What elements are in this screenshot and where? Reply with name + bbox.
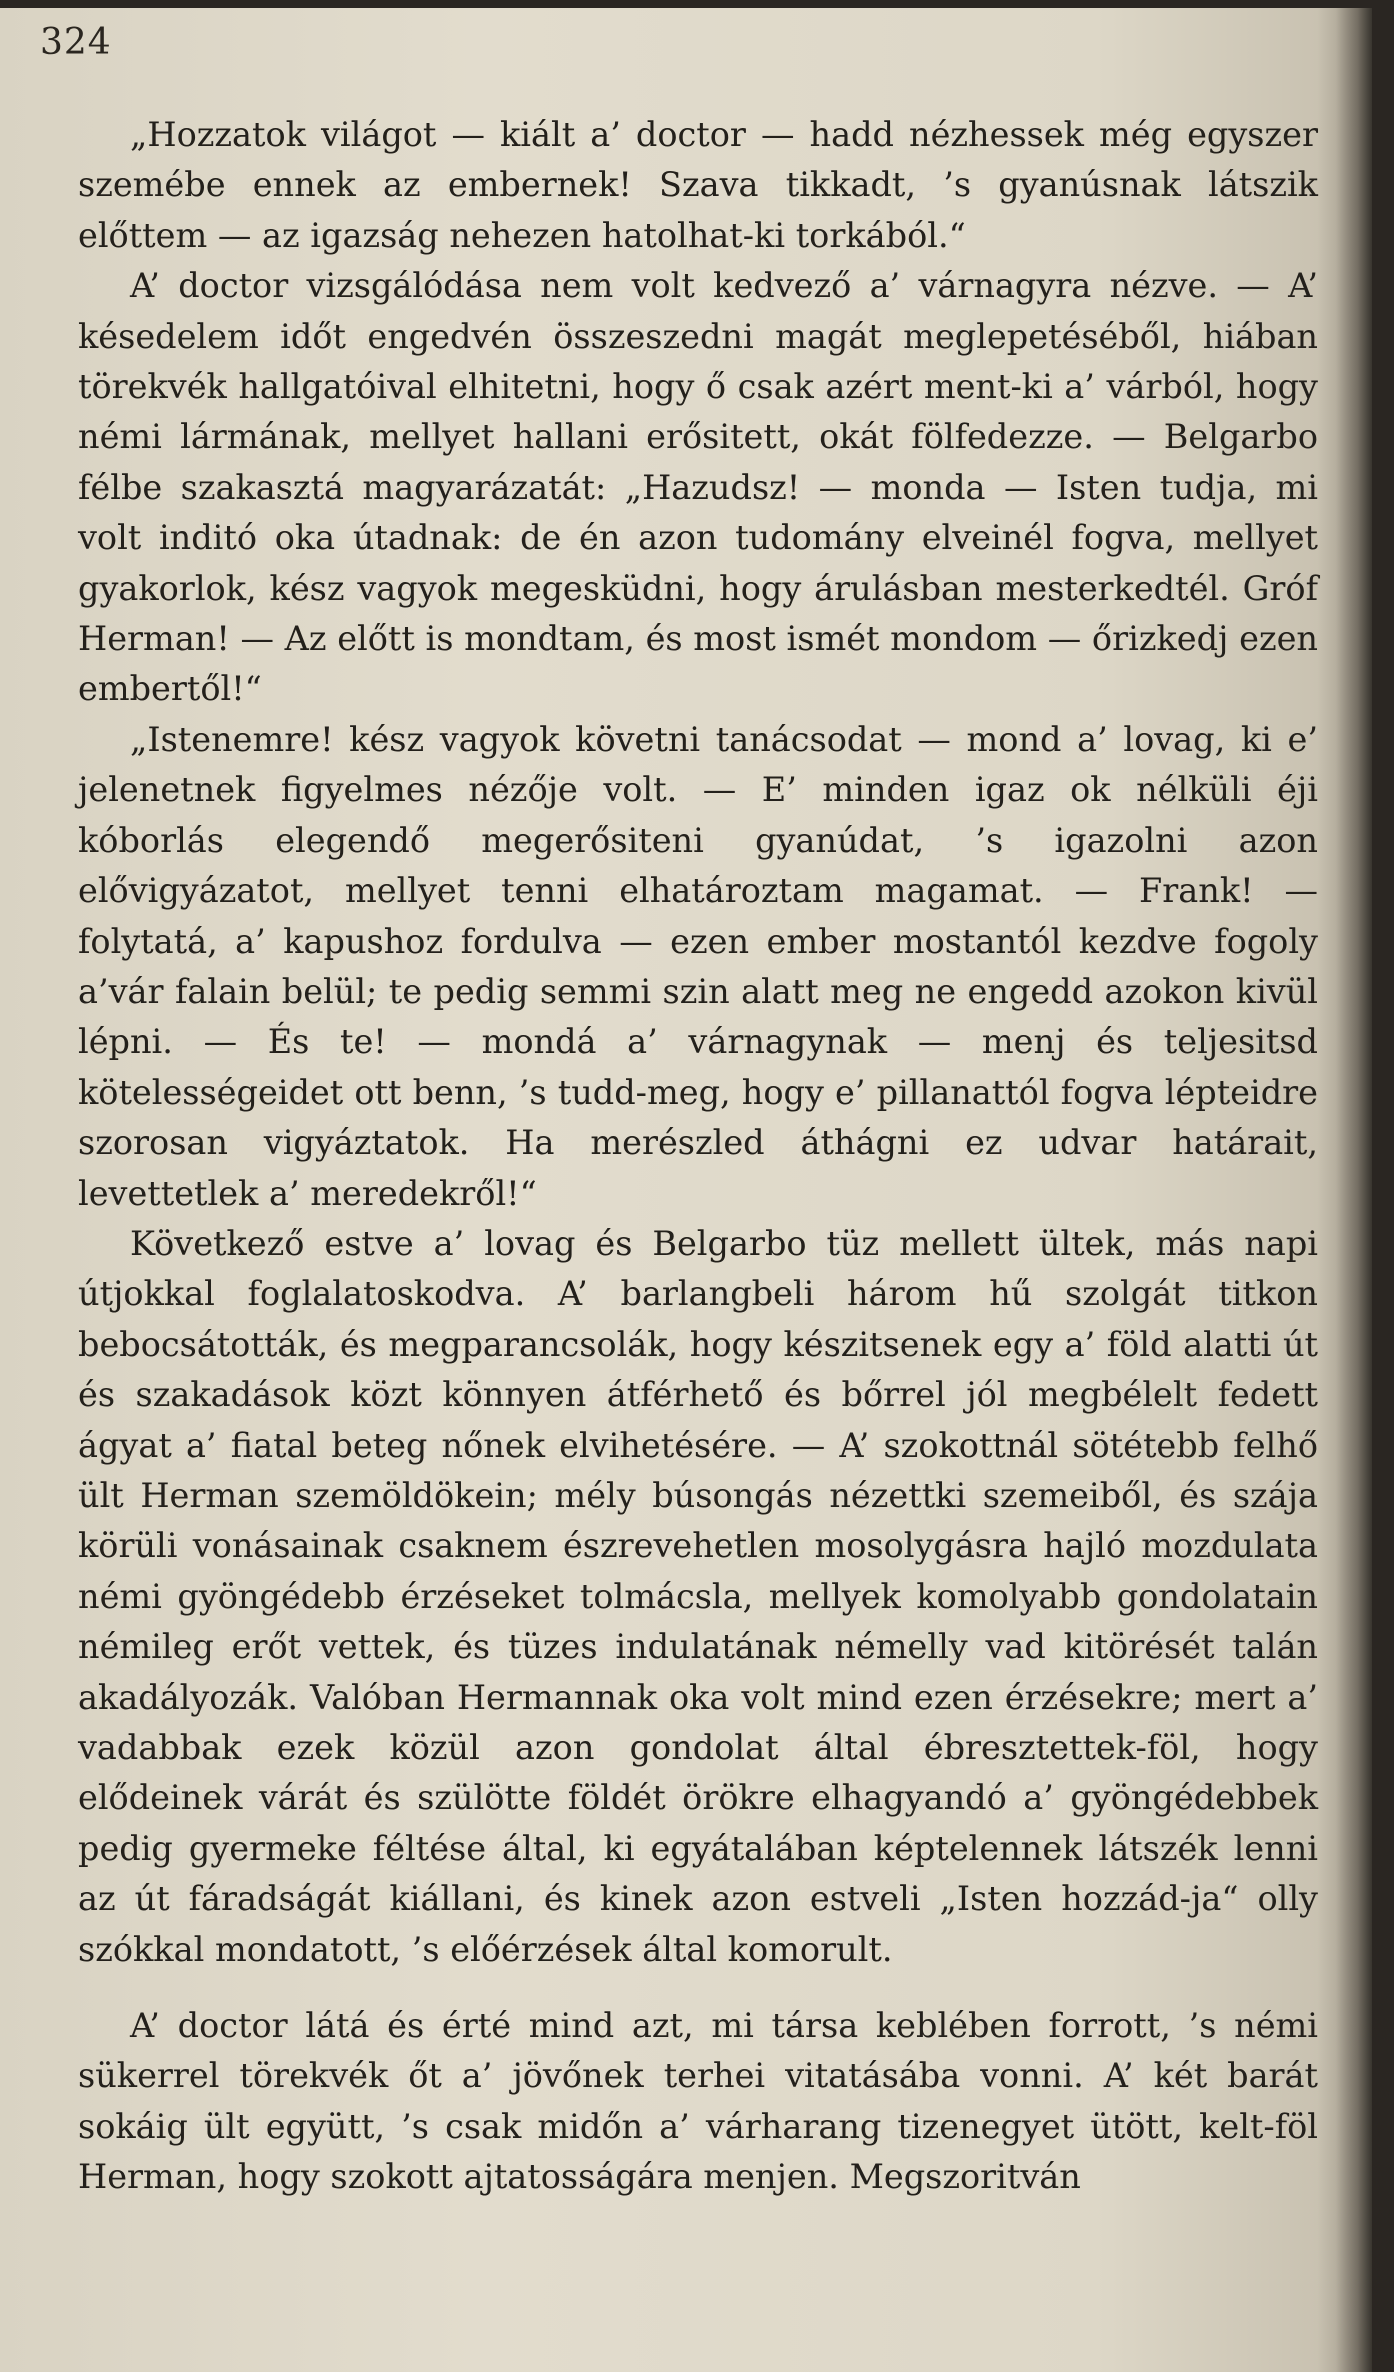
paragraph-4: Következő estve a’ lovag és Belgarbo tüz mellett ültek, más napi útjokkal foglalatoskodva. A’ barlangbeli három hű szolgát titkon bebocsátották, és megparancsolák, hogy készitsenek egy a’ föld alatti út és szakadások közt könnyen átférhető és bőrrel jól megbélelt fedett ágyat a’ fiatal beteg nőnek elvihetésére. — A’ szokottnál sötétebb felhő ült Herman szemöldökein; mély búsongás nézettki szemeiből, és szája körüli vonásainak csaknem észrevehetlen mosolygásra hajló mozdulata némi gyöngédebb érzéseket tolmácsla, mellyek komolyabb gondolatain némileg erőt vettek, és tüzes indulatának némelly vad kitörését talán akadályozák. Valóban Hermannak oka volt mind ezen érzésekre; mert a’ vadabbak ezek közül azon gondolat által ébresztettek-föl, hogy elődeinek várát és szülötte földét örökre elhagyandó a’ gyöngédebbek pedig gyermeke féltése által, ki egyátalában képtelennek látszék lenni az út fáradságát kiállani, és kinek azon estveli „Isten hozzád-ja“ olly szókkal mondatott, ’s előérzések által komorult. xyxy=(78,1223,1318,1969)
paragraph-2: A’ doctor vizsgálódása nem volt kedvező a’ várnagyra nézve. — A’ késedelem időt engedvén összeszedni magát meglepetéséből, hiában törekvék hallgatóival elhitetni, hogy ő csak azért ment-ki a’ várból, hogy némi lármának, mellyet hallani erősitett, okát fölfedezze. — Belgarbo félbe szakasztá magyarázatát: „Hazudsz! — monda — Isten tudja, mi volt inditó oka útadnak: de én azon tudomány elveinél fogva, mellyet gyakorlok, kész vagyok megesküdni, hogy árulásban mesterkedtél. Gróf Herman! — Az előtt is mondtam, és most ismét mondom — őrizkedj ezen embertől!“ xyxy=(78,266,1318,709)
page-number: 324 xyxy=(40,22,112,63)
paragraph-3: „Istenemre! kész vagyok követni tanácsodat — mond a’ lovag, ki e’ jelenetnek figyelmes nézője volt. — E’ minden igaz ok nélküli éji kóborlás elegendő megerősiteni gyanúdat, ’s igazolni azon elővigyázatot, mellyet tenni elhatároztam magamat. — Frank! — folytatá, a’ kapushoz fordulva — ezen ember mostantól kezdve fogoly a’vár falain belül; te pedig semmi szin alatt meg ne engedd azokon kivül lépni. — És te! — mondá a’ várnagynak — menj és teljesitsd kötelességeidet ott benn, ’s tudd-meg, hogy e’ pillanattól fogva lépteidre szorosan vigyáztatok. Ha merészled áthágni ez udvar határait, levettetlek a’ meredekről!“ xyxy=(78,719,1318,1213)
paragraph-5: A’ doctor látá és érté mind azt, mi társa keblében forrott, ’s némi sükerrel törekvék őt a’ jövőnek terhei vitatásába vonni. A’ két barát sokáig ült együtt, ’s csak midőn a’ várharang tizenegyet ütött, kelt-föl Herman, hogy szokott ajtatosságára menjen. Megszoritván xyxy=(78,2006,1318,2197)
page-edge-shadow xyxy=(1336,8,1372,2372)
book-page xyxy=(0,8,1372,2372)
body-text xyxy=(78,110,1318,2203)
paragraph-1: „Hozzatok világot — kiált a’ doctor — hadd nézhessek még egyszer szemébe ennek az embernek! Szava tikkadt, ’s gyanúsnak látszik előttem — az igazság nehezen hatolhat-ki torkából.“ xyxy=(78,115,1318,255)
